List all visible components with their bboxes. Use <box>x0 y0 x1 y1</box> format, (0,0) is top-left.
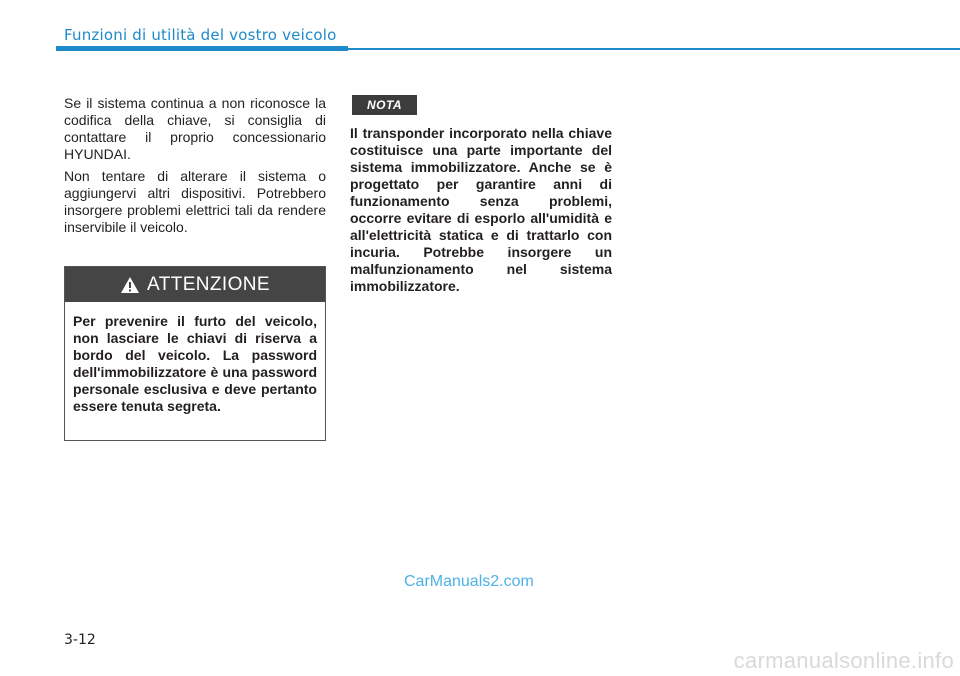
warning-title: ATTENZIONE <box>147 273 270 295</box>
header-rule-thin <box>348 48 960 50</box>
warning-box <box>64 266 326 441</box>
watermark: CarManuals2.com <box>404 573 534 590</box>
note-badge: NOTA <box>352 95 417 115</box>
footer-site: carmanualsonline.info <box>733 648 954 673</box>
note-text: Il transponder incorporato nella chiave costituisce una parte importante del sistema immobilizzatore. Anche se è progettato per garantire anni di funzionamento senza problemi, occorre evitare di esporlo all'umidità e all'elettricità statica e di trattarlo con incuria. Potrebbe insorgere un malfunzionamento nel sistema immobilizzatore. <box>350 125 612 294</box>
left-column <box>64 95 326 241</box>
warning-triangle-icon <box>120 276 140 294</box>
header-rule-thick <box>56 46 348 51</box>
paragraph: Non tentare di alterare il sistema o aggiungervi altri dispositivi. Potrebbero insorgere problemi elettrici tali da rendere inservibile il veicolo. <box>64 168 326 235</box>
page-number: 3-12 <box>64 632 96 648</box>
paragraph: Se il sistema continua a non riconosce la codifica della chiave, si consiglia di contattare il proprio concessionario HYUNDAI. <box>64 95 326 162</box>
warning-header <box>65 267 325 302</box>
right-column <box>350 125 612 295</box>
warning-text: Per prevenire il furto del veicolo, non lasciare le chiavi di riserva a bordo del veicolo. La password dell'immobilizzatore è una password personale esclusiva e deve pertanto essere tenuta segreta. <box>73 313 317 414</box>
section-title: Funzioni di utilità del vostro veicolo <box>64 26 337 44</box>
